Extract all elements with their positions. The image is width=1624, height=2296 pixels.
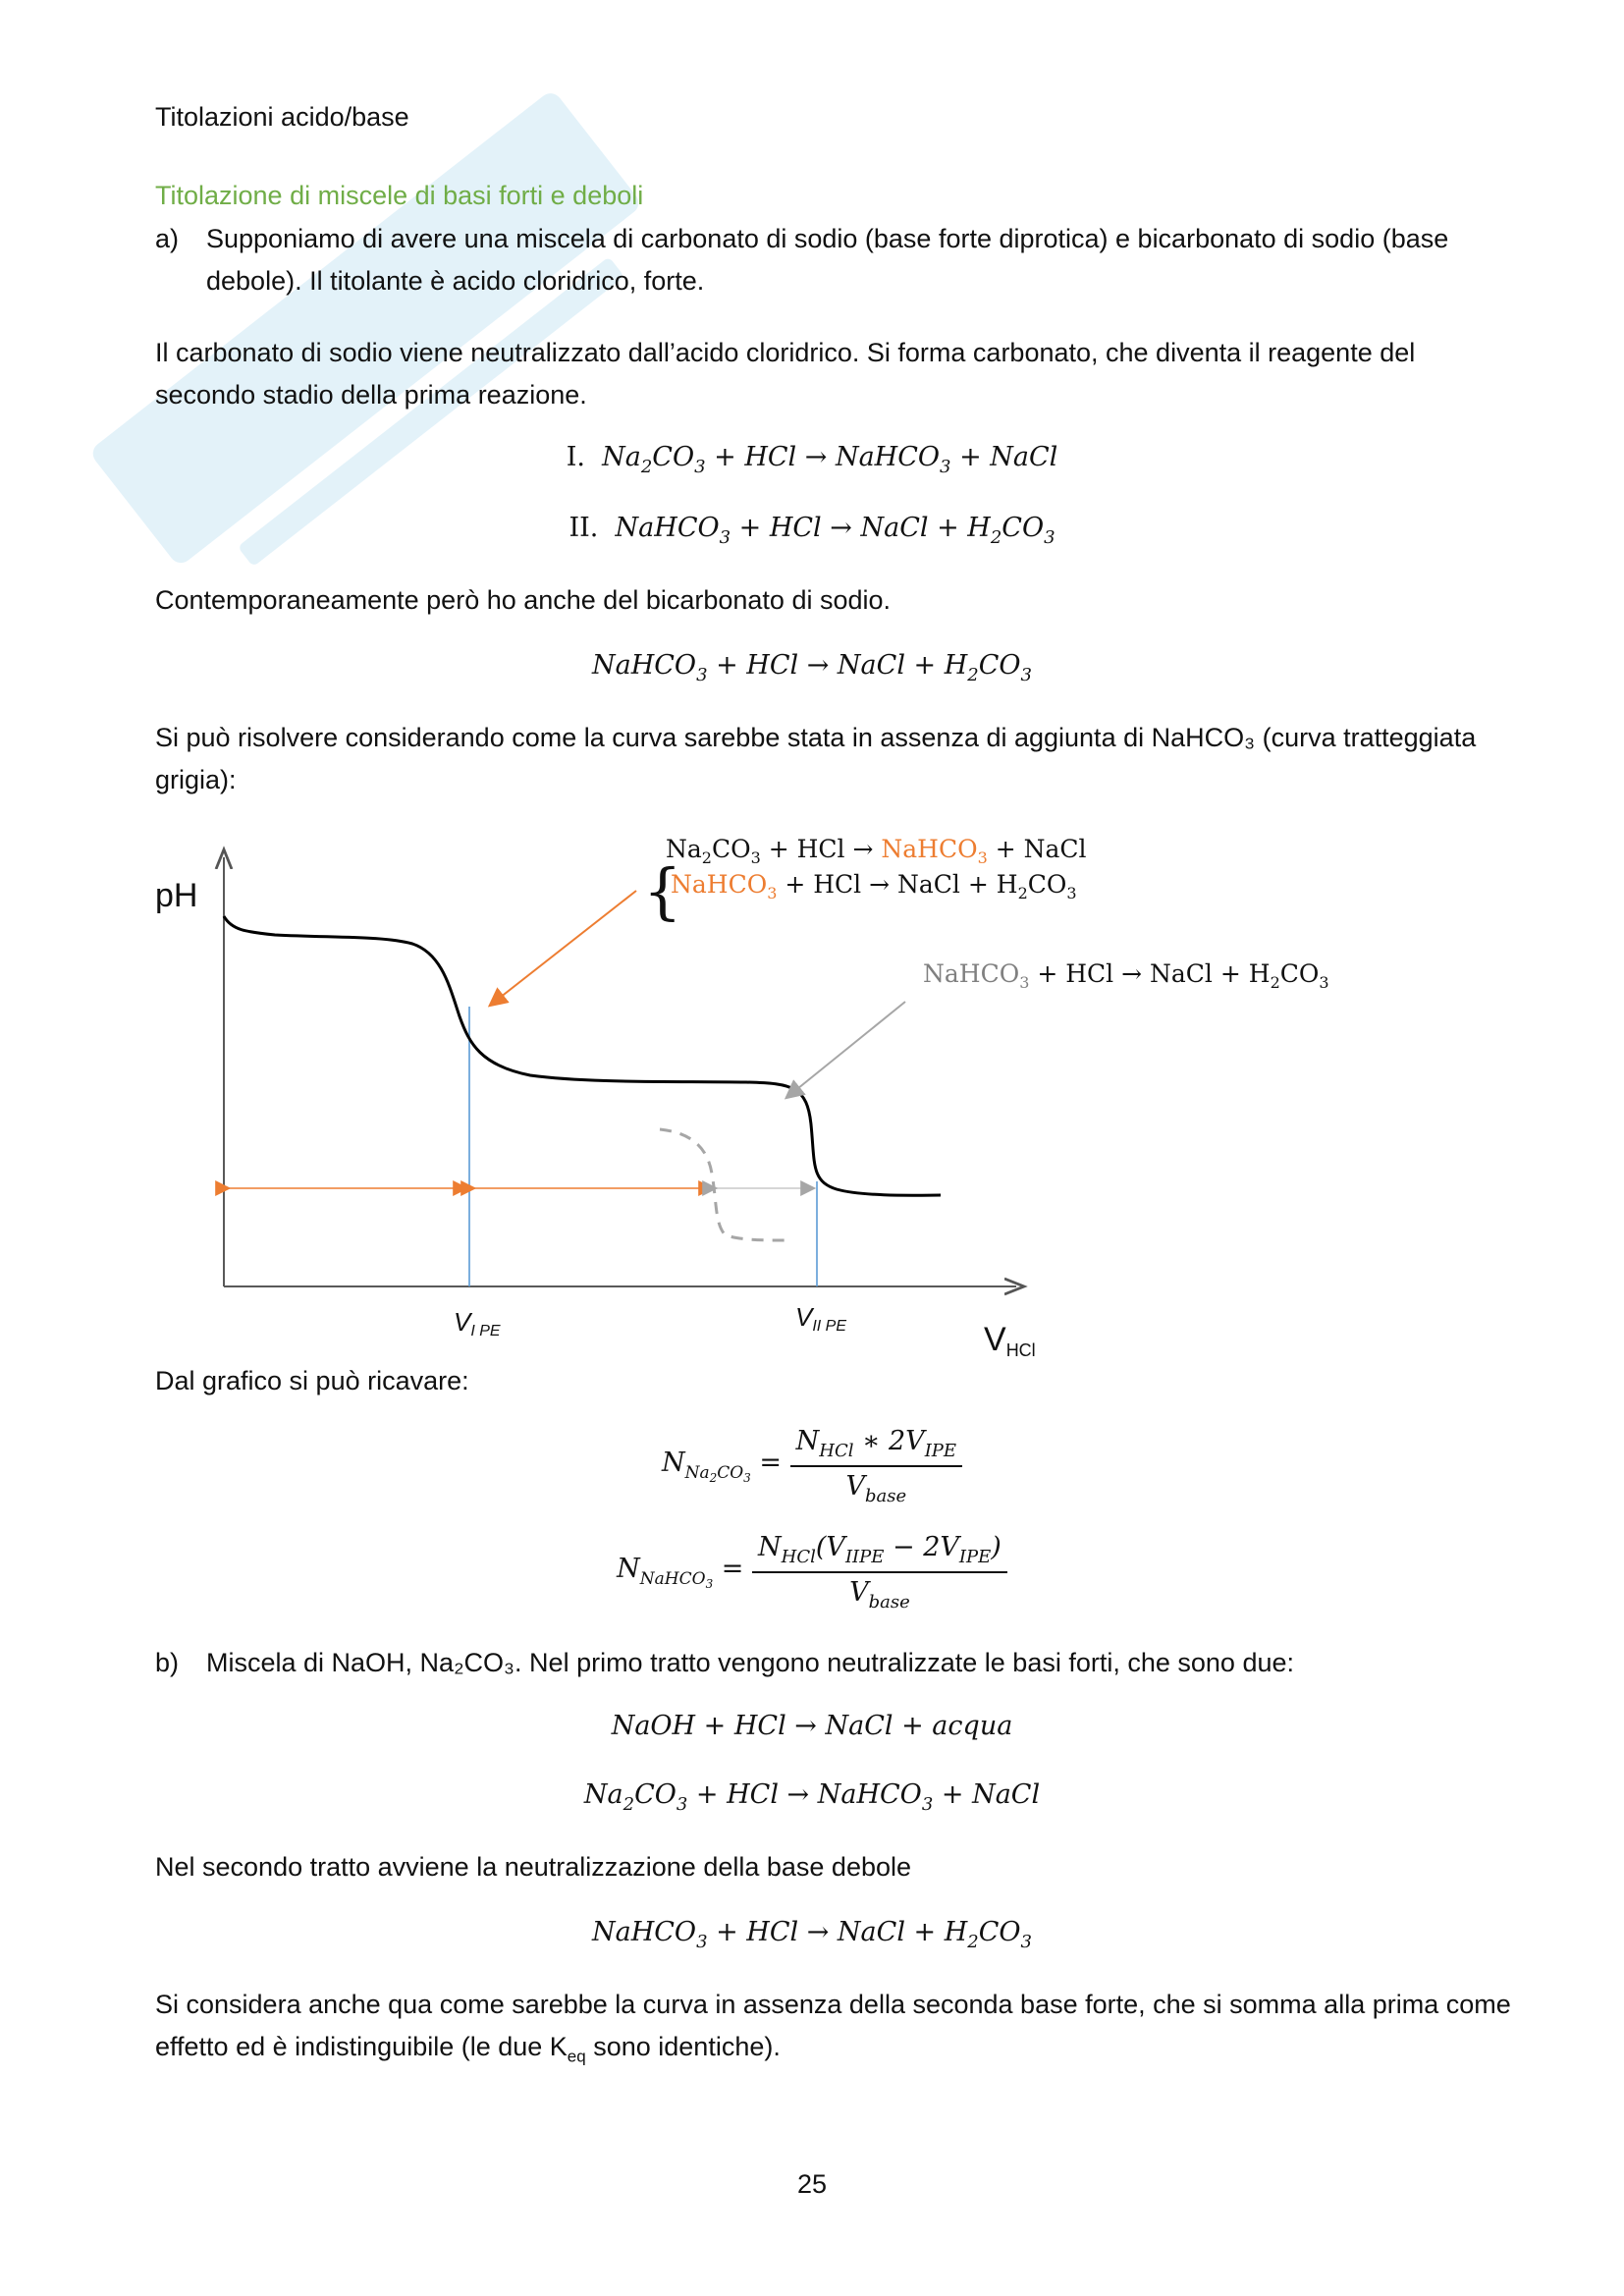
equation-1-label: I. (566, 442, 585, 472)
paragraph-3-line1: Si può risolvere considerando come la curva sarebbe stata in assenza di aggiunta di NaHCO₃ (curva tratteggiata (155, 723, 1477, 752)
item-a-text-line2: debole). Il titolante è acido cloridrico, forte. (206, 266, 705, 296)
keq-subscript: eq (567, 2047, 586, 2066)
pointer-arrow-grey (787, 1002, 905, 1097)
page-header: Titolazioni acido/base (155, 102, 409, 132)
equation-4: NaOH + HCl → NaCl + acqua (611, 1711, 1013, 1741)
equation-2: II. NaHCO$_3$ + HCl → NaCl + $H_2CO_3$ (568, 513, 1056, 548)
paragraph-5: Nel secondo tratto avviene la neutralizzazione della base debole (155, 1852, 912, 1882)
paragraph-6-pre: effetto ed è indistinguibile (le due K (155, 2032, 568, 2061)
brace-equation-1: $Na_2CO_3$ + HCl → NaHCO$_3$ + NaCl (666, 835, 1087, 867)
x-axis-label-main: V (984, 1321, 1006, 1358)
item-a-text-line1: Supponiamo di avere una miscela di carbonato di sodio (base forte diprotica) e bicarbonato di sodio (base (206, 224, 1449, 253)
paragraph-2: Contemporaneamente però ho anche del bicarbonato di sodio. (155, 585, 892, 615)
list-marker-b: b) (155, 1648, 180, 1677)
paragraph-6-post: sono identiche). (585, 2032, 781, 2061)
paragraph-1-line1: Il carbonato di sodio viene neutralizzato dall’acido cloridrico. Si forma carbonato, che diventa il reagente del (155, 338, 1416, 367)
brace-equation-2: NaHCO$_3$ + HCl → NaCl + $H_2CO_3$ (671, 870, 1077, 902)
equation-3: NaHCO$_3$ + HCl → NaCl + $H_2CO_3$ (592, 650, 1032, 685)
x-tick-v2pe-sub: II PE (812, 1318, 847, 1335)
x-tick-v1pe-main: V (454, 1307, 471, 1337)
list-marker-a: a) (155, 224, 180, 253)
titration-chart (137, 830, 1345, 1365)
brace-icon: { (643, 855, 682, 927)
page-number: 25 (796, 2169, 828, 2199)
x-tick-v2pe-main: V (795, 1302, 813, 1332)
series-main-curve (224, 916, 941, 1195)
y-axis-label: pH (155, 877, 198, 914)
x-axis-label-sub: HCl (1005, 1340, 1036, 1360)
x-tick-v1pe (454, 1307, 501, 1339)
paragraph-1-line2: secondo stadio della prima reazione. (155, 380, 587, 410)
paragraph-4: Dal grafico si può ricavare: (155, 1366, 469, 1395)
pointer-arrow-orange (491, 891, 636, 1005)
series-grey-dashed (660, 1129, 785, 1240)
equation-1: I. $Na_2CO_3$ + HCl → NaHCO$_3$ + NaCl (566, 442, 1058, 477)
section-title: Titolazione di miscele di basi forti e deboli (155, 181, 644, 210)
paragraph-6-line2 (155, 2026, 781, 2077)
paragraph-6-line1: Si considera anche qua come sarebbe la curva in assenza della seconda base forte, che si somma alla prima come (155, 1990, 1511, 2019)
grey-equation-label: NaHCO$_3$ + HCl → NaCl + $H_2CO_3$ (923, 959, 1329, 992)
x-axis-label (984, 1321, 1036, 1360)
equation-6: NaHCO$_3$ + HCl → NaCl + $H_2CO_3$ (592, 1917, 1032, 1952)
paragraph-3-line2: grigia): (155, 765, 237, 794)
formula-n-nahco3: $N_{NaHCO_3}$ = $\frac{N_{HCl}(V_{IIPE} - 2V_{IPE})}{V_{base}}$ (0, 1532, 1624, 1613)
equation-5: $Na_2CO_3$ + HCl → NaHCO$_3$ + NaCl (583, 1779, 1041, 1815)
x-tick-v2pe (795, 1302, 846, 1335)
formula-n-na2co3: $N_{Na_2CO_3}$ = $\frac{N_{HCl} ∗ 2V_{IPE}}{V_{base}}$ (0, 1426, 1624, 1506)
item-b-text: Miscela di NaOH, Na₂CO₃. Nel primo tratto vengono neutralizzate le basi forti, che sono due: (206, 1648, 1294, 1677)
x-tick-v1pe-sub: I PE (470, 1323, 501, 1339)
equation-2-label: II. (568, 513, 599, 543)
